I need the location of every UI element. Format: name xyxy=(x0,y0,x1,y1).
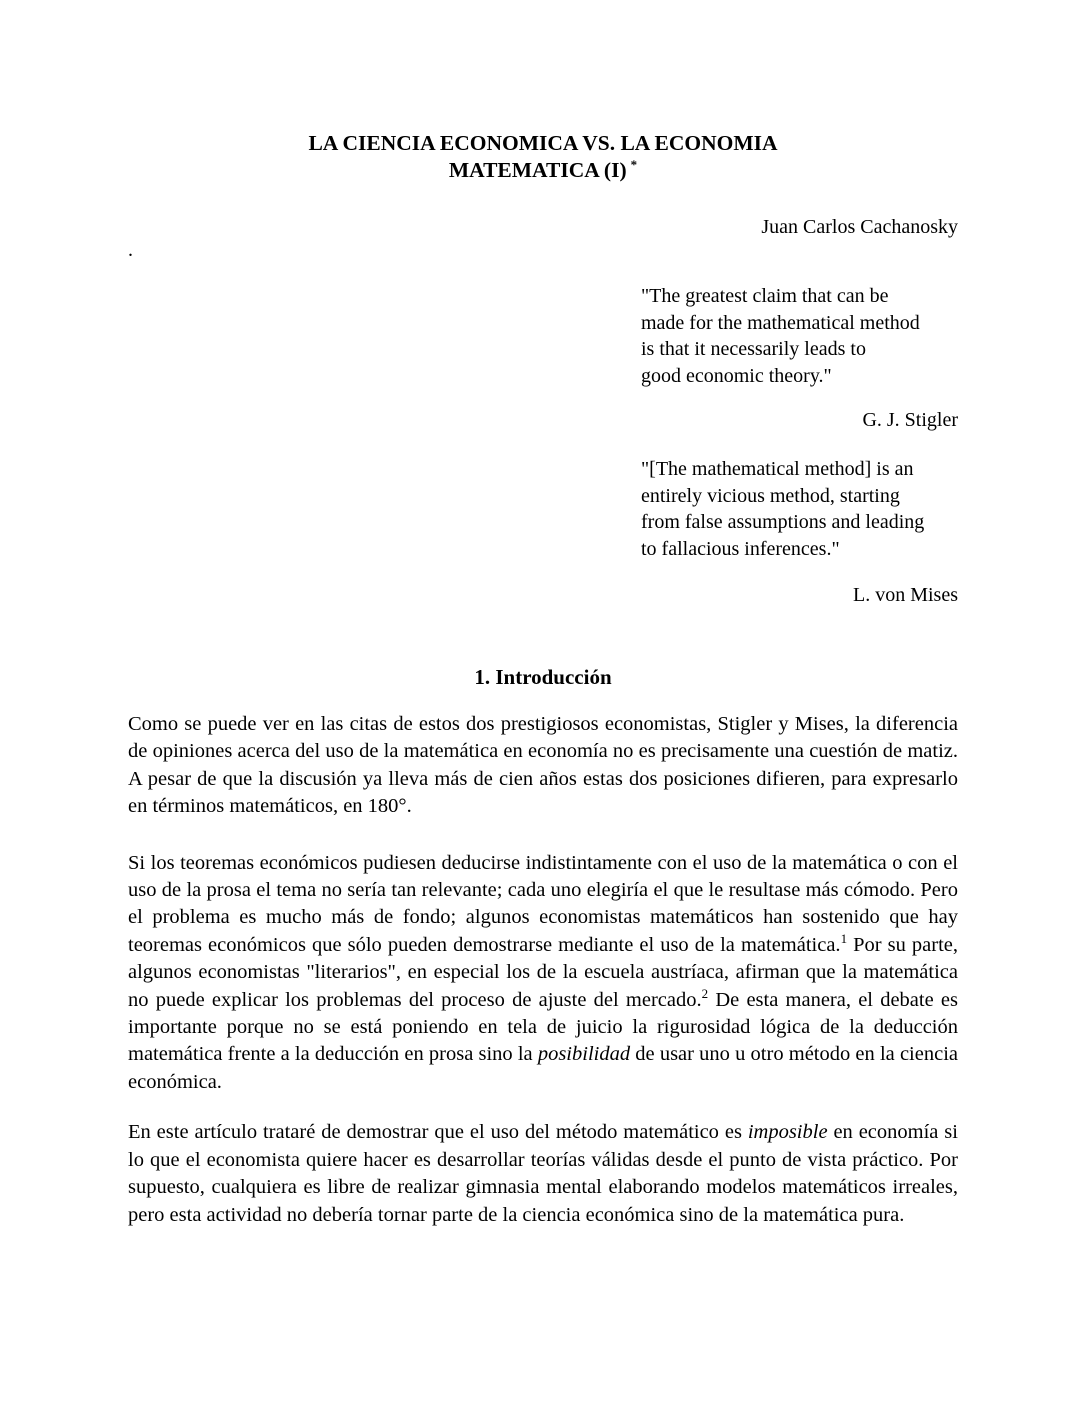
text-run: en economía si lo que el economista quiere hacer es desarrollar teorías válidas desde el punto de vista práctico. Por supuesto, cualquiera es libre de realizar gimnasia mental elaborando modelos matemáticos irreales, pero esta actividad no debería tornar parte de la ciencia económica sino de la matemática pura. xyxy=(128,1121,958,1226)
paragraph-1: Como se puede ver en las citas de estos dos prestigiosos economistas, Stigler y Mises, la diferencia de opiniones acerca del uso de la matemática en economía no es precisamente una cuestión de matiz. A pesar de que la discusión ya lleva más de cien años estas dos posiciones difieren, para expresarlo en términos matemáticos, en 180°. xyxy=(128,713,958,818)
quote-block-mises xyxy=(641,456,958,562)
quote-line: "The greatest claim that can be xyxy=(641,285,889,307)
quote-block-stigler xyxy=(641,283,958,389)
quote-line: to fallacious inferences." xyxy=(641,537,840,560)
paragraph-2 xyxy=(128,850,958,1097)
paragraph-3 xyxy=(128,1119,958,1229)
document-title-line1: LA CIENCIA ECONOMICA VS. LA ECONOMIA xyxy=(308,131,778,155)
quote-line: good economic theory." xyxy=(641,364,832,387)
text-run: de usar uno u otro método en la ciencia económica. xyxy=(128,1043,958,1093)
text-run: Por su parte, algunos economistas "literarios", en especial los de la escuela austríaca, afirman que la matemática no puede explicar los problemas del proceso de ajuste del mercado. xyxy=(128,933,958,1011)
text-run: En este artículo trataré de demostrar que el uso del método matemático es xyxy=(128,1121,748,1144)
footnote-ref-1: 1 xyxy=(840,930,848,946)
text-run-italic: imposible xyxy=(747,1121,828,1144)
text-run-italic: posibilidad xyxy=(537,1043,631,1066)
quote-attribution-mises: L. von Mises xyxy=(853,584,958,606)
quote-line: is that it necessarily leads to xyxy=(641,338,866,360)
footnote-ref-2: 2 xyxy=(701,985,709,1001)
text-run: Si los teoremas económicos pudiesen deducirse indistintamente con el uso de la matemática o con el uso de la prosa el tema no sería tan relevante; cada uno elegiría el que le resultase más cómodo. Pero el problema es mucho más de fondo; algunos economistas matemáticos han sostenido que hay teoremas económicos que sólo pueden demostrarse mediante el uso de la matemática. xyxy=(128,851,958,956)
quote-line: entirely vicious method, starting xyxy=(641,484,900,507)
author-name: Juan Carlos Cachanosky xyxy=(761,216,958,238)
stray-period-mark: . xyxy=(128,239,133,261)
title-footnote-marker: * xyxy=(630,157,638,172)
text-run: De esta manera, el debate es importante porque no se está poniendo en tela de juicio la rigurosidad lógica de la deducción matemática frente a la deducción en prosa sino la xyxy=(128,988,958,1066)
quote-line: made for the mathematical method xyxy=(641,311,920,334)
quote-attribution-stigler: G. J. Stigler xyxy=(862,409,958,431)
section-heading-introduccion: 1. Introducción xyxy=(474,665,612,689)
document-title-line2: MATEMATICA (I) * xyxy=(448,157,638,182)
quote-line: from false assumptions and leading xyxy=(641,511,925,533)
quote-line: "[The mathematical method] is an xyxy=(641,458,914,480)
document-title xyxy=(128,130,958,184)
